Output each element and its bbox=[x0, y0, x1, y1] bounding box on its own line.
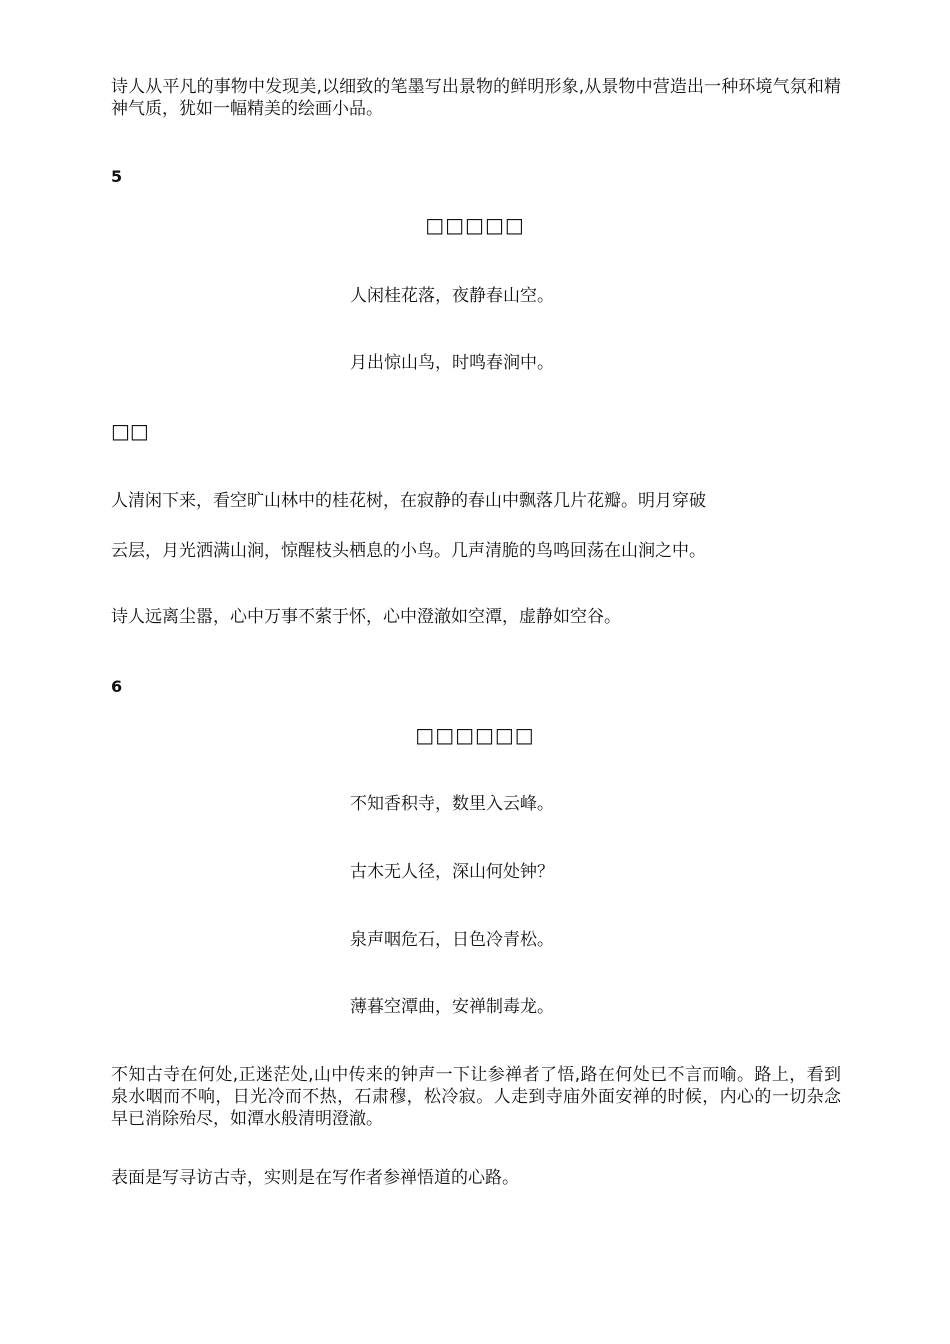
section-5-comment: 诗人远离尘嚣，心中万事不萦于怀，心中澄澈如空潭，虚静如空谷。 bbox=[111, 607, 621, 627]
intro-paragraph: 诗人从平凡的事物中发现美,以细致的笔墨写出景物的鲜明形象,从景物中营造出一种环境气氛和精神气质，犹如一幅精美的绘画小品。 bbox=[111, 77, 841, 119]
section-6-poem-line: 古木无人径，深山何处钟？ bbox=[350, 862, 554, 882]
section-5-poem-line: 月出惊山鸟，时鸣春涧中。 bbox=[350, 353, 554, 373]
section-5-translation-line: 人清闲下来，看空旷山林中的桂花树，在寂静的春山中飘落几片花瓣。明月穿破 bbox=[111, 491, 706, 511]
section-5-translation-label: □□ bbox=[111, 419, 149, 443]
section-5-poem-line: 人闲桂花落，夜静春山空。 bbox=[350, 286, 554, 306]
section-5-number: 5 bbox=[111, 167, 123, 186]
section-5-translation-line: 云层，月光洒满山涧，惊醒枝头栖息的小鸟。几声清脆的鸟鸣回荡在山涧之中。 bbox=[111, 541, 706, 561]
section-6-comment: 表面是写寻访古寺，实则是在写作者参禅悟道的心路。 bbox=[111, 1168, 519, 1188]
section-6-number: 6 bbox=[111, 677, 123, 696]
section-6-translation: 不知古寺在何处,正迷茫处,山中传来的钟声一下让参禅者了悟,路在何处已不言而喻。路上，看到泉水咽而不响，日光冷而不热，石肃穆，松冷寂。人走到寺庙外面安禅的时候，内心的一切杂念早已消除殆尽，如潭水般清明澄澈。 bbox=[111, 1065, 841, 1129]
section-6-poem-line: 不知香积寺，数里入云峰。 bbox=[350, 794, 554, 814]
section-6-poem-line: 泉声咽危石，日色冷青松。 bbox=[350, 930, 554, 950]
section-5-poem-title: □□□□□ bbox=[425, 213, 525, 237]
section-6-poem-title: □□□□□□ bbox=[415, 723, 535, 747]
section-6-poem-line: 薄暮空潭曲，安禅制毒龙。 bbox=[350, 997, 554, 1017]
